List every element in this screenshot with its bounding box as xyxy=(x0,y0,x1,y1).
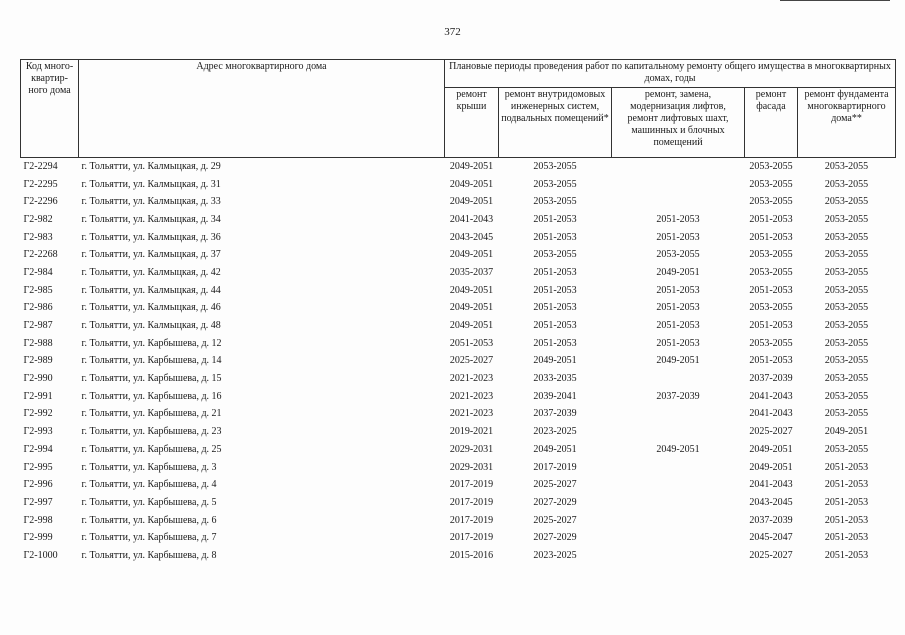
cell-address: г. Тольятти, ул. Карбышева, д. 12 xyxy=(81,337,222,349)
cell-roof: 2049-2051 xyxy=(449,320,494,332)
cell-code: Г2-986 xyxy=(23,302,53,314)
table-row xyxy=(21,512,896,530)
cell-roof: 2043-2045 xyxy=(449,231,494,243)
cell-lifts xyxy=(612,370,745,388)
cell-roof: 2049-2051 xyxy=(449,249,494,261)
cell-foundation: 2053-2055 xyxy=(824,337,869,349)
table-row xyxy=(21,193,896,211)
header-foundation: ремонт фундамента многоквартирного дома** xyxy=(798,88,896,158)
cell-engineering: 2051-2053 xyxy=(533,266,577,278)
cell-engineering: 2023-2025 xyxy=(533,426,577,438)
cell-engineering: 2027-2029 xyxy=(533,496,577,508)
table-row xyxy=(21,158,896,176)
cell-code: Г2-985 xyxy=(23,284,53,296)
cell-code: Г2-996 xyxy=(23,479,53,491)
cell-engineering: 2053-2055 xyxy=(533,196,577,208)
cell-facade: 2043-2045 xyxy=(749,496,793,508)
top-rule xyxy=(780,0,890,1)
cell-code: Г2-990 xyxy=(23,373,53,385)
cell-lifts xyxy=(612,476,745,494)
cell-lifts xyxy=(612,459,745,477)
cell-engineering: 2051-2053 xyxy=(533,231,577,243)
cell-engineering: 2053-2055 xyxy=(533,178,577,190)
cell-engineering: 2051-2053 xyxy=(533,284,577,296)
cell-roof: 2017-2019 xyxy=(449,532,494,544)
cell-roof: 2049-2051 xyxy=(449,196,494,208)
cell-code: Г2-982 xyxy=(23,213,53,225)
cell-address: г. Тольятти, ул. Карбышева, д. 7 xyxy=(81,532,217,544)
cell-engineering: 2039-2041 xyxy=(533,390,577,402)
cell-lifts: 2051-2053 xyxy=(656,302,700,314)
table-row xyxy=(21,300,896,318)
cell-code: Г2-992 xyxy=(23,408,53,420)
table-row xyxy=(21,406,896,424)
cell-foundation: 2053-2055 xyxy=(824,249,869,261)
cell-address: г. Тольятти, ул. Калмыцкая, д. 36 xyxy=(81,231,221,243)
cell-facade: 2041-2043 xyxy=(749,390,793,402)
cell-lifts: 2051-2053 xyxy=(656,284,700,296)
cell-code: Г2-997 xyxy=(23,496,53,508)
cell-address: г. Тольятти, ул. Калмыцкая, д. 33 xyxy=(81,196,221,208)
cell-code: Г2-984 xyxy=(23,266,53,278)
cell-code: Г2-993 xyxy=(23,426,53,438)
cell-foundation: 2053-2055 xyxy=(824,266,869,278)
header-address: Адрес многоквартирного дома xyxy=(79,60,445,158)
cell-roof: 2035-2037 xyxy=(449,266,494,278)
cell-engineering: 2017-2019 xyxy=(533,461,577,473)
cell-lifts xyxy=(612,158,745,176)
cell-facade: 2053-2055 xyxy=(749,160,793,172)
cell-facade: 2051-2053 xyxy=(749,213,793,225)
cell-foundation: 2053-2055 xyxy=(824,213,869,225)
capital-repair-table xyxy=(20,59,896,565)
cell-engineering: 2049-2051 xyxy=(533,443,577,455)
header-code: Код много-квартир-ного дома xyxy=(21,60,79,158)
cell-engineering: 2025-2027 xyxy=(533,514,577,526)
cell-address: г. Тольятти, ул. Калмыцкая, д. 46 xyxy=(81,302,221,314)
cell-code: Г2-998 xyxy=(23,514,53,526)
table-row xyxy=(21,547,896,565)
cell-facade: 2049-2051 xyxy=(749,461,793,473)
cell-roof: 2049-2051 xyxy=(449,302,494,314)
cell-code: Г2-999 xyxy=(23,532,53,544)
cell-foundation: 2053-2055 xyxy=(824,443,869,455)
cell-code: Г2-2296 xyxy=(23,196,58,208)
cell-foundation: 2053-2055 xyxy=(824,178,869,190)
cell-roof: 2021-2023 xyxy=(449,390,494,402)
cell-lifts: 2049-2051 xyxy=(656,355,700,367)
cell-foundation: 2051-2053 xyxy=(824,479,869,491)
cell-lifts: 2049-2051 xyxy=(656,266,700,278)
cell-facade: 2025-2027 xyxy=(749,549,793,561)
cell-roof: 2025-2027 xyxy=(449,355,494,367)
cell-address: г. Тольятти, ул. Калмыцкая, д. 48 xyxy=(81,320,221,332)
cell-roof: 2017-2019 xyxy=(449,496,494,508)
cell-facade: 2053-2055 xyxy=(749,266,793,278)
cell-roof: 2049-2051 xyxy=(449,160,494,172)
page-number: 372 xyxy=(444,26,461,38)
cell-roof: 2049-2051 xyxy=(449,284,494,296)
header-engineering: ремонт внутридомовых инженерных систем, подвальных помещений* xyxy=(499,88,612,158)
cell-address: г. Тольятти, ул. Калмыцкая, д. 42 xyxy=(81,266,221,278)
cell-code: Г2-989 xyxy=(23,355,53,367)
cell-code: Г2-2294 xyxy=(23,160,58,172)
cell-engineering: 2037-2039 xyxy=(533,408,577,420)
cell-foundation: 2053-2055 xyxy=(824,373,869,385)
table-row xyxy=(21,423,896,441)
cell-lifts xyxy=(612,193,745,211)
cell-facade: 2041-2043 xyxy=(749,408,793,420)
cell-engineering: 2033-2035 xyxy=(533,373,577,385)
cell-facade: 2051-2053 xyxy=(749,355,793,367)
cell-engineering: 2051-2053 xyxy=(533,320,577,332)
table-row xyxy=(21,229,896,247)
cell-foundation: 2053-2055 xyxy=(824,231,869,243)
cell-code: Г2-995 xyxy=(23,461,53,473)
header-lifts: ремонт, замена, модернизация лифтов, ремонт лифтовых шахт, машинных и блочных помещений xyxy=(612,88,745,158)
cell-engineering: 2023-2025 xyxy=(533,549,577,561)
header-roof: ремонт крыши xyxy=(445,88,499,158)
cell-code: Г2-994 xyxy=(23,443,53,455)
table-row xyxy=(21,211,896,229)
cell-lifts xyxy=(612,547,745,565)
header-periods-group: Плановые периоды проведения работ по капитальному ремонту общего имущества в многоквартирных домах, годы xyxy=(445,60,896,88)
cell-engineering: 2053-2055 xyxy=(533,249,577,261)
cell-foundation: 2053-2055 xyxy=(824,355,869,367)
cell-code: Г2-2295 xyxy=(23,178,58,190)
cell-foundation: 2053-2055 xyxy=(824,408,869,420)
cell-roof: 2029-2031 xyxy=(449,461,494,473)
cell-facade: 2053-2055 xyxy=(749,337,793,349)
table-row xyxy=(21,246,896,264)
cell-roof: 2041-2043 xyxy=(449,213,494,225)
cell-facade: 2049-2051 xyxy=(749,443,793,455)
cell-foundation: 2053-2055 xyxy=(824,390,869,402)
cell-foundation: 2053-2055 xyxy=(824,284,869,296)
cell-roof: 2019-2021 xyxy=(449,426,494,438)
cell-lifts: 2051-2053 xyxy=(656,231,700,243)
cell-address: г. Тольятти, ул. Калмыцкая, д. 29 xyxy=(81,160,221,172)
cell-facade: 2051-2053 xyxy=(749,320,793,332)
cell-facade: 2053-2055 xyxy=(749,249,793,261)
cell-code: Г2-983 xyxy=(23,231,53,243)
cell-facade: 2053-2055 xyxy=(749,178,793,190)
cell-facade: 2045-2047 xyxy=(749,532,793,544)
cell-address: г. Тольятти, ул. Карбышева, д. 3 xyxy=(81,461,217,473)
cell-lifts: 2053-2055 xyxy=(656,249,700,261)
cell-address: г. Тольятти, ул. Карбышева, д. 23 xyxy=(81,426,222,438)
cell-address: г. Тольятти, ул. Карбышева, д. 15 xyxy=(81,373,222,385)
cell-code: Г2-987 xyxy=(23,320,53,332)
cell-address: г. Тольятти, ул. Карбышева, д. 5 xyxy=(81,496,217,508)
cell-lifts xyxy=(612,529,745,547)
cell-engineering: 2051-2053 xyxy=(533,302,577,314)
cell-roof: 2029-2031 xyxy=(449,443,494,455)
table-row xyxy=(21,494,896,512)
cell-lifts xyxy=(612,406,745,424)
table-row xyxy=(21,459,896,477)
cell-address: г. Тольятти, ул. Калмыцкая, д. 31 xyxy=(81,178,221,190)
table-body xyxy=(21,158,896,565)
cell-facade: 2053-2055 xyxy=(749,302,793,314)
cell-facade: 2037-2039 xyxy=(749,373,793,385)
table-row xyxy=(21,370,896,388)
cell-lifts: 2051-2053 xyxy=(656,337,700,349)
cell-facade: 2037-2039 xyxy=(749,514,793,526)
cell-facade: 2051-2053 xyxy=(749,284,793,296)
cell-facade: 2051-2053 xyxy=(749,231,793,243)
cell-roof: 2051-2053 xyxy=(449,337,494,349)
table-row xyxy=(21,476,896,494)
table-row xyxy=(21,282,896,300)
cell-roof: 2049-2051 xyxy=(449,178,494,190)
cell-foundation: 2051-2053 xyxy=(824,514,869,526)
table-row xyxy=(21,441,896,459)
cell-foundation: 2053-2055 xyxy=(824,302,869,314)
cell-lifts xyxy=(612,423,745,441)
cell-code: Г2-991 xyxy=(23,390,53,402)
cell-code: Г2-2268 xyxy=(23,249,58,261)
cell-address: г. Тольятти, ул. Карбышева, д. 4 xyxy=(81,479,217,491)
cell-engineering: 2027-2029 xyxy=(533,532,577,544)
table-row xyxy=(21,529,896,547)
cell-lifts xyxy=(612,494,745,512)
cell-facade: 2041-2043 xyxy=(749,479,793,491)
cell-address: г. Тольятти, ул. Карбышева, д. 25 xyxy=(81,443,222,455)
cell-facade: 2025-2027 xyxy=(749,426,793,438)
cell-engineering: 2051-2053 xyxy=(533,213,577,225)
table-row xyxy=(21,353,896,371)
cell-roof: 2017-2019 xyxy=(449,479,494,491)
cell-address: г. Тольятти, ул. Карбышева, д. 8 xyxy=(81,549,217,561)
cell-facade: 2053-2055 xyxy=(749,196,793,208)
cell-roof: 2017-2019 xyxy=(449,514,494,526)
cell-foundation: 2051-2053 xyxy=(824,461,869,473)
cell-address: г. Тольятти, ул. Калмыцкая, д. 34 xyxy=(81,213,221,225)
cell-engineering: 2053-2055 xyxy=(533,160,577,172)
cell-foundation: 2053-2055 xyxy=(824,160,869,172)
cell-lifts: 2051-2053 xyxy=(656,320,700,332)
cell-roof: 2021-2023 xyxy=(449,373,494,385)
cell-code: Г2-1000 xyxy=(23,549,58,561)
table-row xyxy=(21,176,896,194)
cell-roof: 2021-2023 xyxy=(449,408,494,420)
cell-foundation: 2049-2051 xyxy=(824,426,869,438)
cell-engineering: 2025-2027 xyxy=(533,479,577,491)
cell-foundation: 2051-2053 xyxy=(824,532,869,544)
cell-foundation: 2053-2055 xyxy=(824,320,869,332)
cell-foundation: 2051-2053 xyxy=(824,549,869,561)
cell-foundation: 2053-2055 xyxy=(824,196,869,208)
table-row xyxy=(21,335,896,353)
cell-code: Г2-988 xyxy=(23,337,53,349)
table-row xyxy=(21,388,896,406)
cell-lifts xyxy=(612,176,745,194)
cell-address: г. Тольятти, ул. Карбышева, д. 16 xyxy=(81,390,222,402)
cell-address: г. Тольятти, ул. Калмыцкая, д. 37 xyxy=(81,249,221,261)
table-row xyxy=(21,264,896,282)
cell-engineering: 2049-2051 xyxy=(533,355,577,367)
cell-lifts: 2049-2051 xyxy=(656,443,700,455)
header-facade: ремонт фасада xyxy=(745,88,798,158)
cell-roof: 2015-2016 xyxy=(449,549,494,561)
cell-lifts: 2037-2039 xyxy=(656,390,700,402)
cell-address: г. Тольятти, ул. Карбышева, д. 6 xyxy=(81,514,217,526)
table-row xyxy=(21,317,896,335)
cell-engineering: 2051-2053 xyxy=(533,337,577,349)
cell-address: г. Тольятти, ул. Калмыцкая, д. 44 xyxy=(81,284,221,296)
cell-address: г. Тольятти, ул. Карбышева, д. 14 xyxy=(81,355,222,367)
cell-lifts: 2051-2053 xyxy=(656,213,700,225)
cell-foundation: 2051-2053 xyxy=(824,496,869,508)
cell-address: г. Тольятти, ул. Карбышева, д. 21 xyxy=(81,408,222,420)
cell-lifts xyxy=(612,512,745,530)
